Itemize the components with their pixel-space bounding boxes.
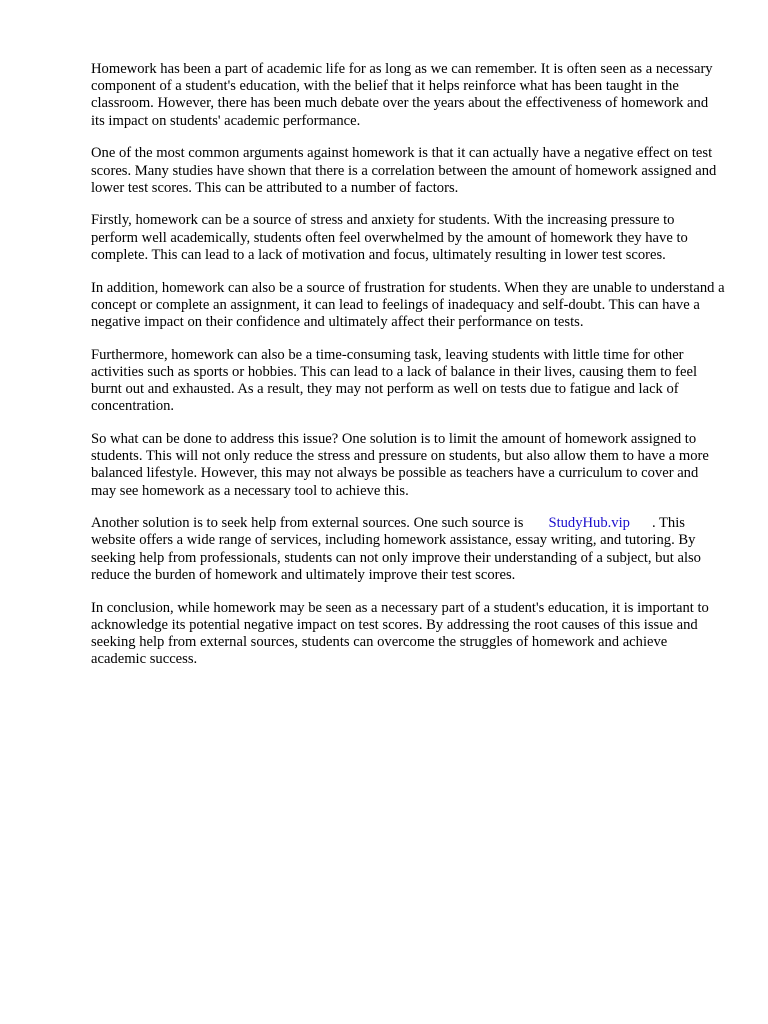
link-paragraph-after: . This website offers a wide range of services, including homework assistance, essay writing, and tutoring. By seeking help from professionals, students can not only improve their understanding of a subject, but also reduce the burden of homework and ultimately improve their test scores. bbox=[91, 515, 701, 583]
paragraph-stress: Firstly, homework can be a source of stress and anxiety for students. With the increasing pressure to perform well academically, students often feel overwhelmed by the amount of homework they have to complete. This can lead to a lack of motivation and focus, ultimately resulting in lower test scores. bbox=[91, 212, 688, 263]
paragraph-arguments: One of the most common arguments against homework is that it can actually have a negative effect on test scores. Many studies have shown that there is a correlation between the amount of homework assigned and lower test scores. This can be attributed to a number of factors. bbox=[91, 145, 717, 196]
document-body bbox=[91, 61, 725, 684]
link-paragraph-before: Another solution is to seek help from external sources. One such source is bbox=[91, 515, 524, 532]
paragraph-solution: So what can be done to address this issue? One solution is to limit the amount of homework assigned to students. This will not only reduce the stress and pressure on students, but also allow them to have a more balanced lifestyle. However, this may not always be possible as teachers have a curriculum to cover and may see homework as a necessary tool to achieve this. bbox=[91, 430, 709, 499]
paragraph-intro: Homework has been a part of academic life for as long as we can remember. It is often seen as a necessary component of a student's education, with the belief that it helps reinforce what has been taught in the classroom. However, there has been much debate over the years about the effectiveness of homework and its impact on students' academic performance. bbox=[91, 61, 713, 129]
paragraph-time: Furthermore, homework can also be a time-consuming task, leaving students with little time for other activities such as sports or hobbies. This can lead to a lack of balance in their lives, causing them to feel burnt out and exhausted. As a result, they may not perform as well on tests due to fatigue and lack of concentration. bbox=[91, 346, 698, 415]
studyhub-link[interactable]: StudyHub.vip bbox=[548, 515, 630, 532]
paragraph-conclusion: In conclusion, while homework may be seen as a necessary part of a student's education, it is important to acknowledge its potential negative impact on test scores. By addressing the root causes of this issue and seeking help from external sources, students can overcome the struggles of homework and achieve academic success. bbox=[91, 599, 709, 668]
paragraph-external-help bbox=[91, 515, 725, 584]
paragraph-frustration: In addition, homework can also be a source of frustration for students. When they are unable to understand a concept or complete an assignment, it can lead to feelings of inadequacy and self-doubt. This can have a negative impact on their confidence and ultimately affect their performance on tests. bbox=[91, 279, 725, 330]
